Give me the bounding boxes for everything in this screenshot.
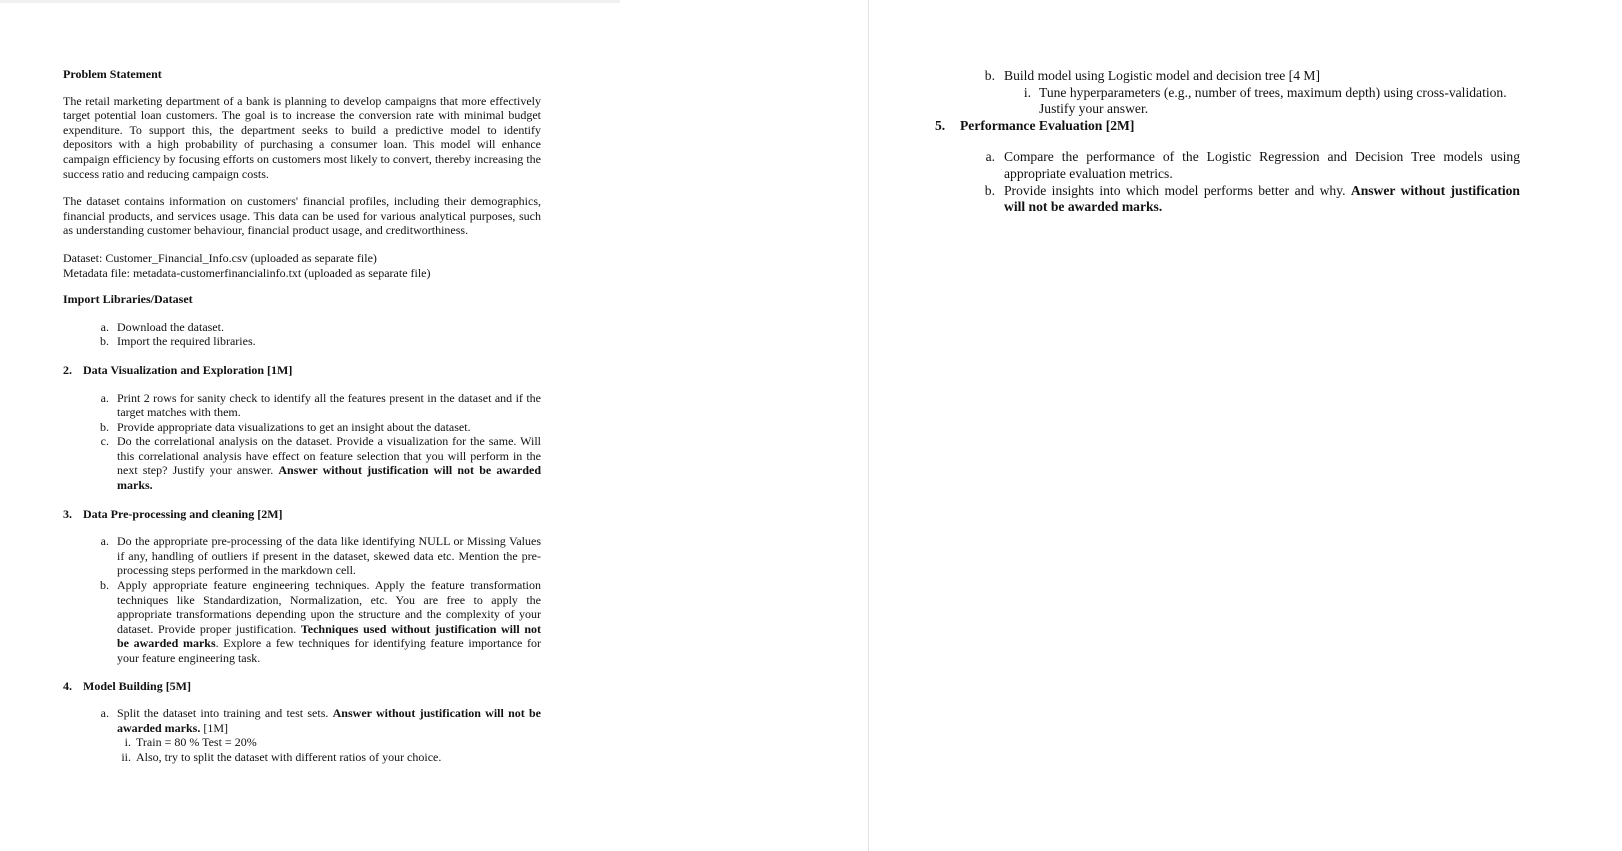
right-column (935, 68, 1520, 216)
list-item (89, 706, 541, 735)
list-item (89, 391, 541, 420)
import-section-title: Import Libraries/Dataset (63, 292, 193, 307)
section-5-list (975, 149, 1520, 215)
section-title: Data Pre-processing and cleaning [2M] (83, 506, 283, 521)
list-item (89, 434, 541, 492)
list-marker: a. (985, 149, 995, 165)
list-text: Build model using Logistic model and decision tree [4 M] (1004, 68, 1321, 83)
list-marker: b. (984, 68, 995, 83)
list-text: Provide appropriate data visualizations to get an insight about the dataset. (117, 419, 471, 434)
section-4-list (89, 706, 541, 764)
list-marker: a. (100, 390, 109, 405)
left-column (63, 67, 541, 765)
page-top-shade (0, 0, 620, 3)
list-marker: b. (984, 182, 995, 198)
section-number: 2. (63, 362, 72, 377)
list-text (117, 434, 541, 492)
list-item (89, 320, 541, 335)
list-text-plain: . Explore a few techniques for identifying feature importance for your feature engineering task. (117, 636, 541, 665)
list-text: Do the appropriate pre-processing of the data like identifying NULL or Missing Values if any, handling of outliers if present in the dataset, skewed data etc. Mention the pre-processing steps performed in the markdown cell. (117, 534, 541, 578)
problem-paragraph-1: The retail marketing department of a bank is planning to develop campaigns that more effectively target potential loan customers. The goal is to increase the conversion rate with minimal budget expenditure. To support this, the department seeks to build a predictive model to identify depositors with a high probability of purchasing a consumer loan. This model will enhance campaign efficiency by focusing efforts on customers most likely to convert, thereby increasing the success ratio and reducing campaign costs. (63, 93, 541, 181)
list-marker: c. (100, 434, 109, 449)
list-text-bold: Techniques used without justification will not be awarded marks (117, 621, 541, 651)
metadata-line: Metadata file: metadata-customerfinancialinfo.txt (uploaded as separate file) (63, 265, 431, 280)
section-title: Performance Evaluation [2M] (960, 117, 1135, 133)
problem-statement-title: Problem Statement (63, 67, 162, 81)
list-text-plain: Provide insights into which model performs better and why. (1004, 182, 1351, 198)
sub-list-text: Tune hyperparameters (e.g., number of trees, maximum depth) using cross-validation. Justify your answer. (1039, 84, 1507, 117)
list-text: Compare the performance of the Logistic Regression and Decision Tree models using appropriate evaluation metrics. (1004, 149, 1520, 181)
list-text: Import the required libraries. (117, 334, 256, 349)
section-2-heading (63, 363, 541, 378)
list-text (1004, 183, 1520, 216)
sub-list-text: Also, try to split the dataset with different ratios of your choice. (136, 749, 442, 764)
section-4-heading (63, 679, 541, 694)
list-item (89, 334, 541, 349)
sub-list-item (1013, 85, 1520, 118)
dataset-line: Dataset: Customer_Financial_Info.csv (uploaded as separate file) (63, 250, 377, 265)
sub-list-marker: i. (124, 735, 131, 750)
list-text (117, 578, 541, 666)
list-text-plain: Apply appropriate feature engineering techniques. Apply the feature transformation techniques like Standardization, Normalization, etc. You are free to apply the appropriate transformations depending upon the structure and the complexity of your dataset. Provide proper justification. (117, 578, 541, 636)
list-text-plain: Do the correlational analysis on the dataset. Provide a visualization for the same. Will this correlational analysis have effect on feature selection that you will perform in the next step? Justify your answer. (117, 434, 541, 478)
list-marker: b. (100, 419, 109, 434)
import-list (89, 320, 541, 349)
list-text-bold: Answer without justification will not be awarded marks. (117, 706, 542, 735)
list-text-plain: [1M] (200, 720, 229, 735)
list-item (975, 183, 1520, 216)
section-title: Model Building [5M] (83, 678, 192, 693)
sub-list-item (113, 750, 541, 765)
list-item (89, 420, 541, 435)
list-item (89, 578, 541, 666)
list-marker: a. (100, 706, 109, 721)
section-number: 3. (63, 506, 72, 521)
list-marker: a. (100, 534, 109, 549)
list-item (89, 534, 541, 578)
list-text: Print 2 rows for sanity check to identify all the features present in the dataset and if the target matches with them. (117, 390, 541, 420)
list-text (117, 706, 541, 735)
list-marker: a. (100, 319, 109, 334)
list-text-bold: Answer without justification will not be awarded marks. (117, 463, 541, 493)
section-2-list (89, 391, 541, 493)
section-3-heading (63, 507, 541, 522)
sub-list-marker: ii. (121, 749, 131, 764)
section-5-heading (935, 118, 1520, 135)
list-item (975, 149, 1520, 182)
sub-list-marker: i. (1023, 84, 1031, 100)
list-marker: b. (100, 334, 109, 349)
section-number: 4. (63, 678, 72, 693)
section-4a-sublist (113, 735, 541, 764)
sub-list-text: Train = 80 % Test = 20% (136, 735, 257, 750)
section-3-list (89, 534, 541, 665)
list-item (975, 68, 1520, 85)
list-marker: b. (100, 578, 109, 593)
section-title: Data Visualization and Exploration [1M] (83, 362, 293, 377)
section-number: 5. (935, 117, 946, 133)
sub-list-item (113, 735, 541, 750)
list-text-plain: Split the dataset into training and test sets. (117, 706, 333, 721)
list-text-bold: Answer without justification will not be awarded marks. (1004, 182, 1520, 215)
problem-paragraph-2: The dataset contains information on customers' financial profiles, including their demographics, financial products, and services usage. This data can be used for various analytical purposes, such as understanding customer behaviour, financial product usage, and creditworthiness. (63, 194, 541, 238)
list-text: Download the dataset. (117, 319, 224, 334)
